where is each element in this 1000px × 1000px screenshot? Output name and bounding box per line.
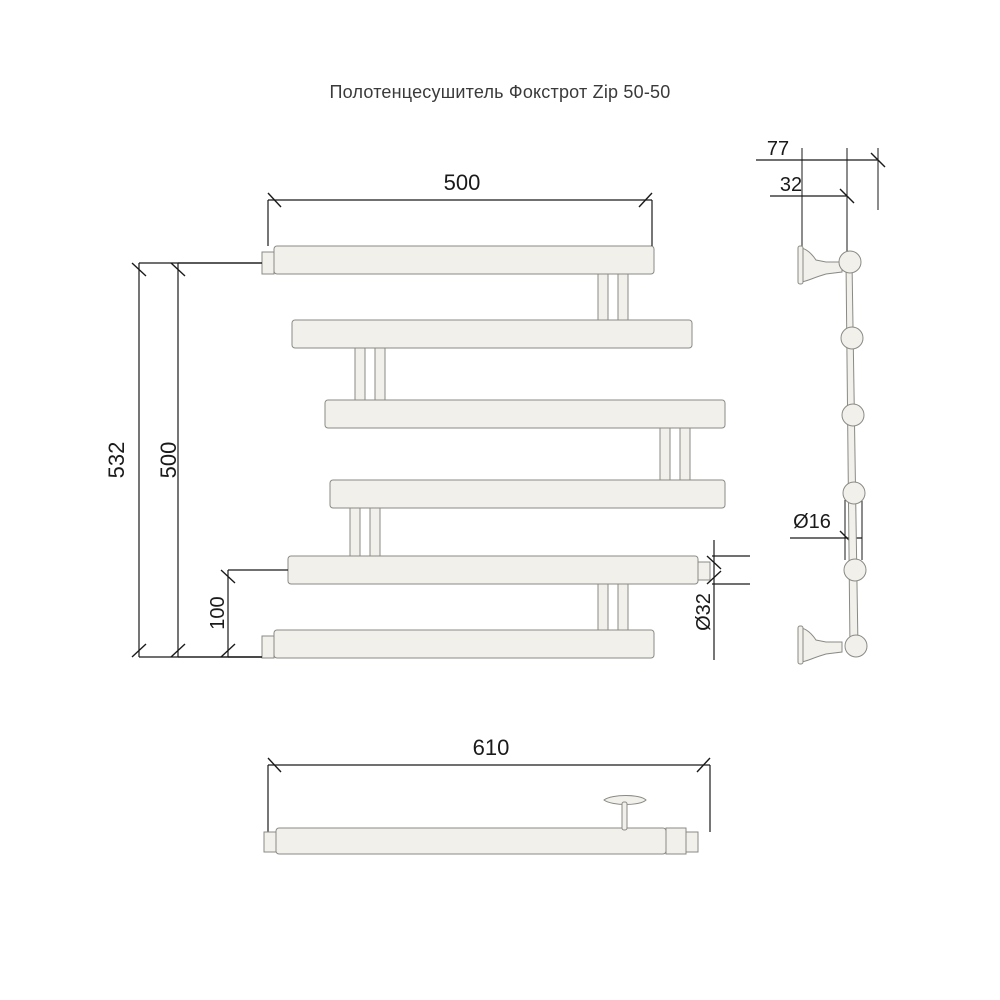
- front-view-bars: [262, 246, 725, 658]
- dim-diameter-32: [693, 540, 750, 660]
- dim-depth-77-label: 77: [766, 138, 790, 160]
- top-view: [264, 735, 710, 854]
- dim-depth-32-label: 32: [779, 174, 803, 196]
- dim-width-500-label: 500: [443, 170, 481, 195]
- dim-height-532: [104, 263, 262, 657]
- dim-length-610: [268, 735, 710, 832]
- dim-diameter-32-label: Ø32: [693, 593, 715, 631]
- side-view-brackets: [798, 246, 842, 664]
- dim-diameter-16-label: Ø16: [793, 511, 831, 533]
- side-view-tube: [846, 262, 858, 648]
- page-title: Полотенцесушитель Фокстрот Zip 50-50: [329, 82, 671, 102]
- dim-height-532-label: 532: [104, 441, 129, 479]
- dim-width-500: [268, 170, 652, 246]
- dim-height-500-label: 500: [156, 441, 181, 479]
- top-view-body: [264, 796, 698, 855]
- side-view: [756, 138, 885, 664]
- front-view: [104, 170, 750, 660]
- front-view-posts: [350, 250, 690, 645]
- dim-length-610-label: 610: [472, 735, 510, 760]
- dim-depth-32: [770, 174, 854, 203]
- dim-depth-77: [756, 138, 885, 167]
- dim-height-100-label: 100: [207, 596, 229, 630]
